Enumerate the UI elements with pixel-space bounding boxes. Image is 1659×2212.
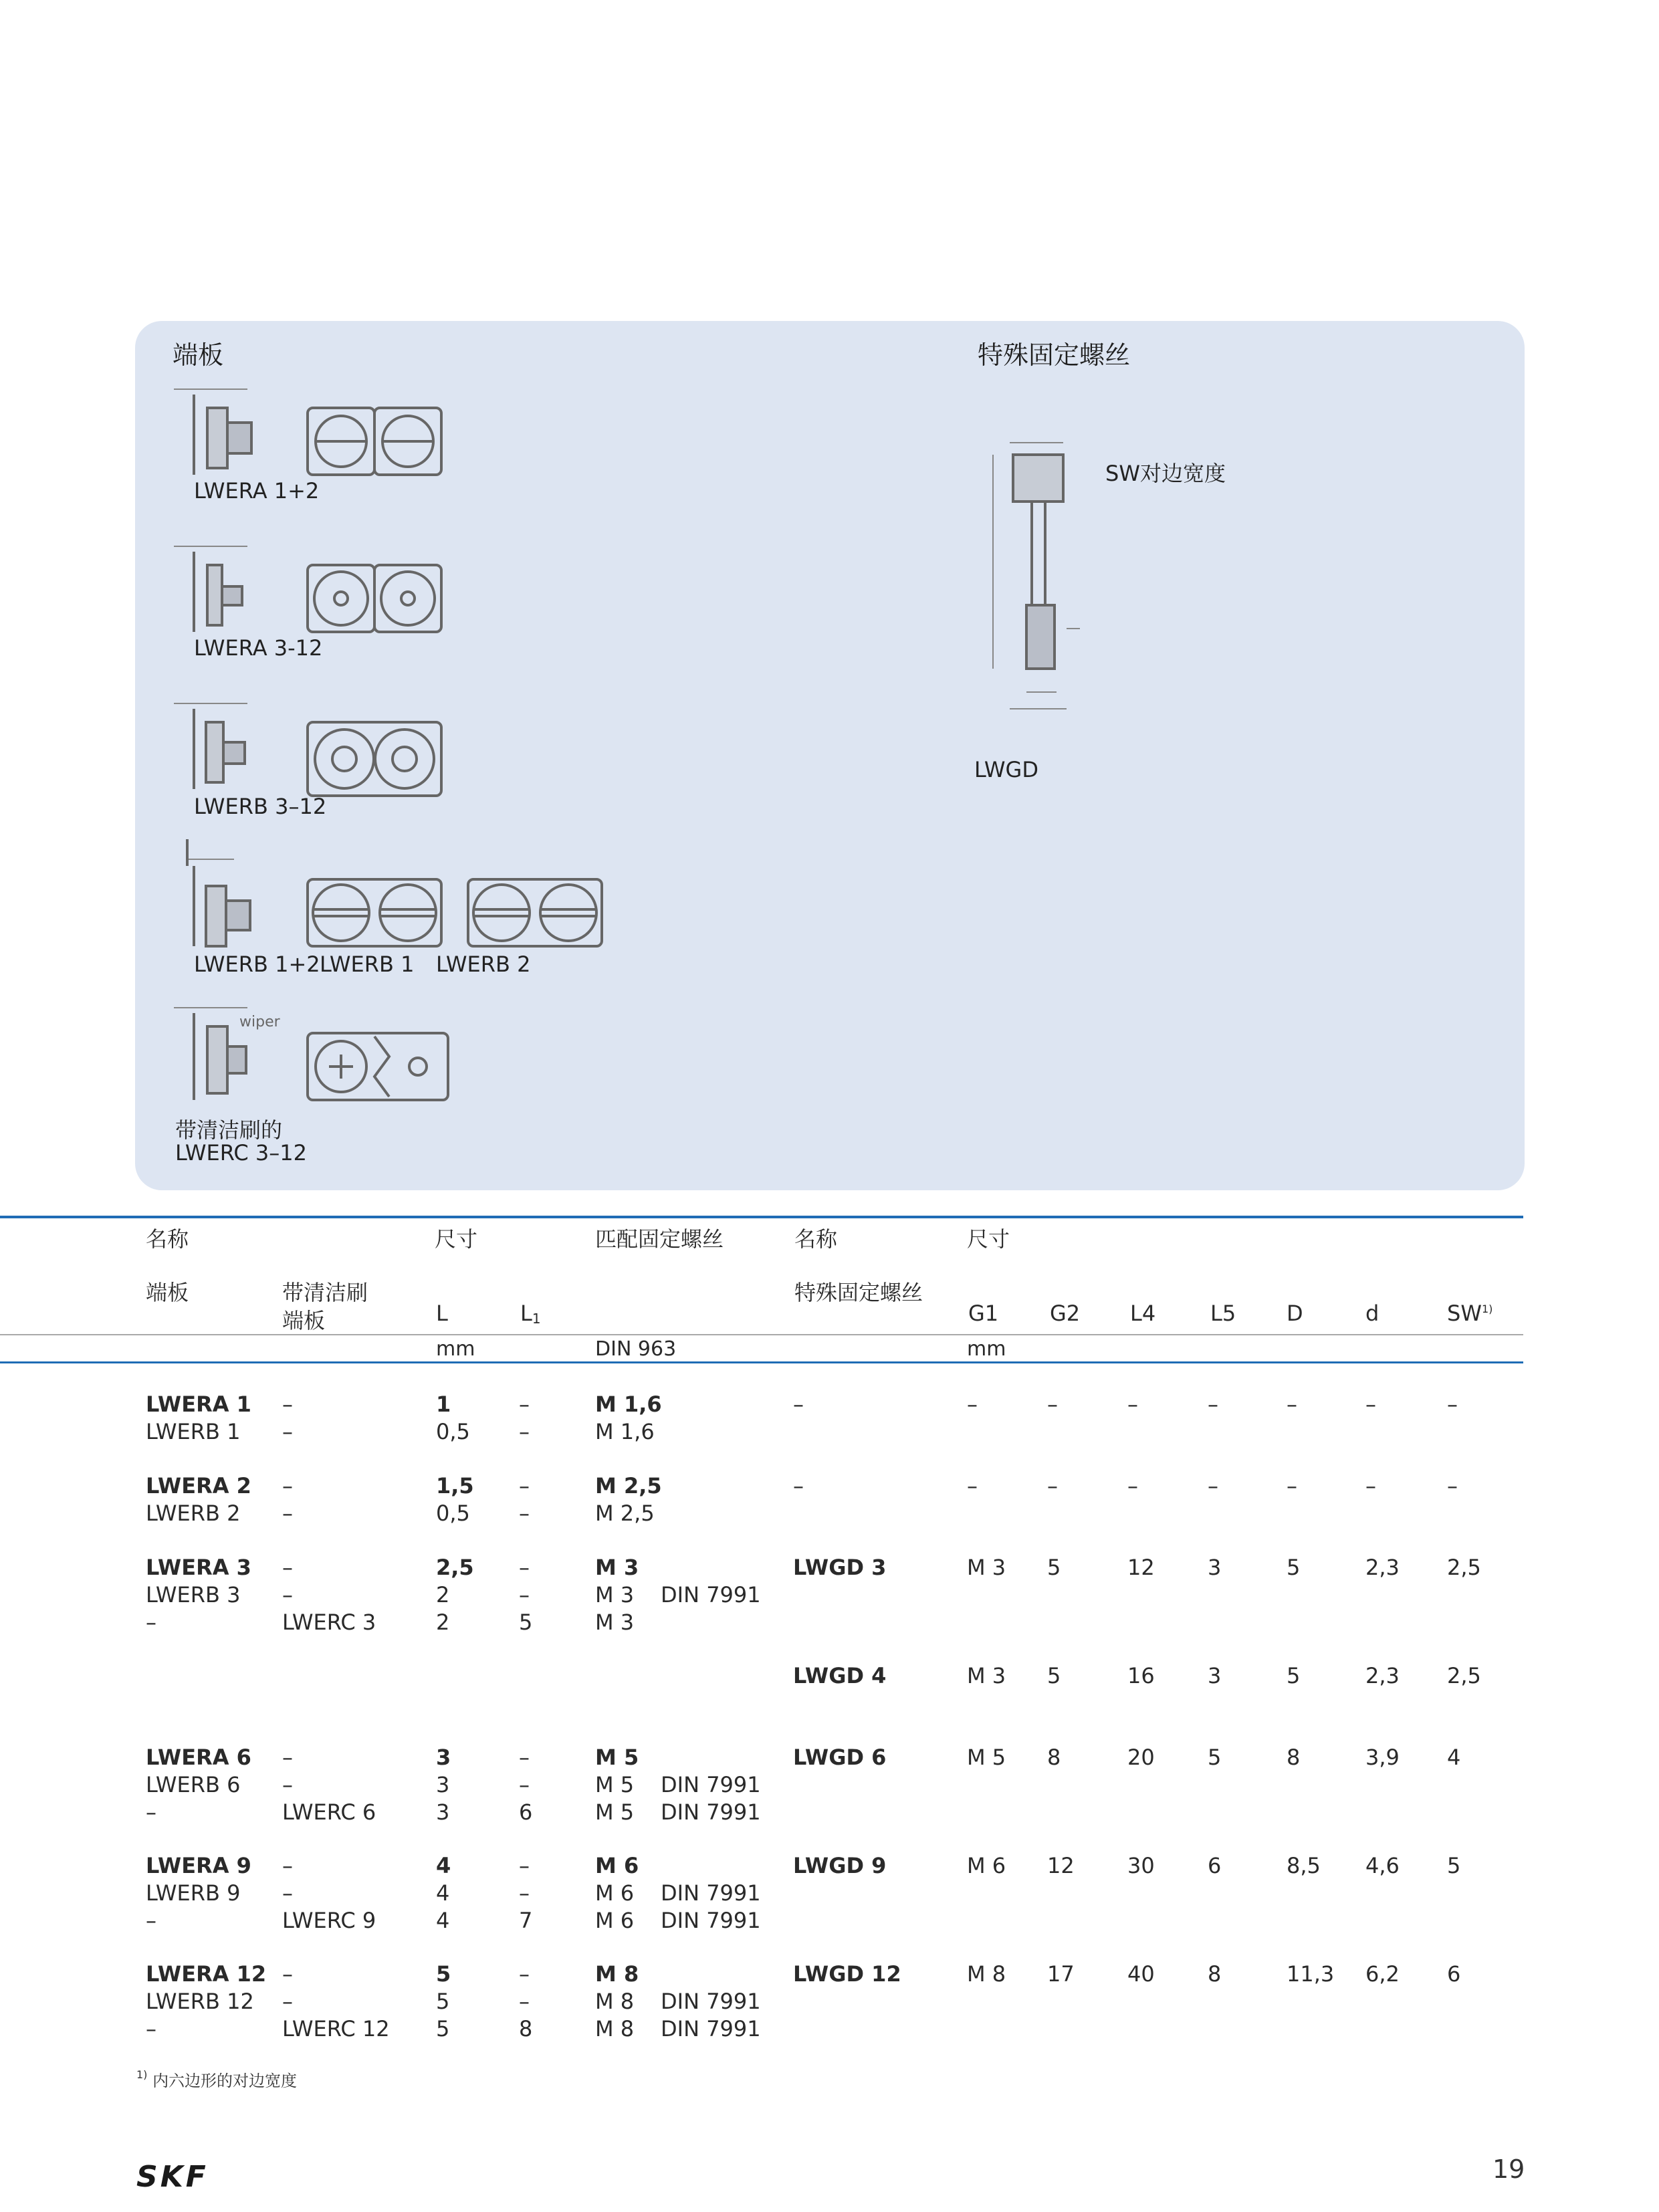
cell-endplate: LWERA 3	[146, 1555, 251, 1580]
cell-din: DIN 7991	[661, 1880, 761, 1906]
cell-endplate: LWERA 1	[146, 1392, 251, 1417]
cell-wiper-plate: LWERC 3	[282, 1610, 376, 1635]
cell-d: –	[1365, 1392, 1376, 1417]
cell-L4: –	[1127, 1473, 1138, 1499]
cell-L: 1,5	[436, 1473, 474, 1499]
cell-D: –	[1287, 1473, 1297, 1499]
page-number: 19	[1492, 2154, 1525, 2184]
cell-special-screw: –	[793, 1473, 804, 1499]
col-name2-header: 名称	[794, 1226, 838, 1252]
lwerc-name-label: LWERC 3–12	[175, 1140, 307, 1166]
cell-d: 2,3	[1365, 1663, 1400, 1688]
cell-L4: 16	[1127, 1663, 1155, 1688]
cell-L1: –	[519, 1419, 530, 1444]
cell-screw: M 8	[595, 1961, 639, 1987]
cell-SW: 5	[1447, 1853, 1461, 1878]
cell-L4: –	[1127, 1392, 1138, 1417]
cell-G2: 12	[1047, 1853, 1075, 1878]
cell-endplate: –	[146, 1908, 156, 1933]
endplate-section-title: 端板	[173, 340, 224, 370]
cell-L1: 6	[519, 1799, 533, 1825]
unit-mm: mm	[436, 1337, 475, 1361]
cell-endplate: –	[146, 1610, 156, 1635]
L-header: L	[436, 1301, 448, 1326]
cell-endplate: LWERB 2	[146, 1501, 241, 1526]
cell-endplate: LWERA 9	[146, 1853, 251, 1878]
cell-screw: M 3	[595, 1610, 635, 1635]
wiper-plate-header-2: 端板	[282, 1308, 326, 1333]
unit-mm2: mm	[967, 1337, 1006, 1361]
cell-wiper-plate: –	[282, 1745, 293, 1770]
D-header: D	[1287, 1301, 1303, 1326]
cell-G2: –	[1047, 1473, 1058, 1499]
cell-screw: M 3	[595, 1555, 639, 1580]
cell-L: 4	[436, 1880, 450, 1906]
cell-SW: 6	[1447, 1961, 1461, 1987]
cell-special-screw: LWGD 12	[793, 1961, 901, 1987]
cell-L1: –	[519, 1745, 530, 1770]
cell-L5: –	[1208, 1392, 1218, 1417]
cell-G1: M 6	[967, 1853, 1006, 1878]
lwerb-2-label: LWERB 2	[436, 952, 531, 977]
cell-L1: –	[519, 1961, 530, 1987]
cell-G1: M 3	[967, 1555, 1006, 1580]
cell-L: 4	[436, 1853, 451, 1878]
L5-header: L5	[1210, 1301, 1236, 1326]
cell-d: 6,2	[1365, 1961, 1400, 1987]
cell-wiper-plate: –	[282, 1555, 293, 1580]
cell-screw: M 2,5	[595, 1473, 662, 1499]
cell-wiper-plate: –	[282, 1853, 293, 1878]
cell-endplate: –	[146, 1799, 156, 1825]
lwera-312-label: LWERA 3-12	[194, 635, 323, 661]
cell-L1: –	[519, 1501, 530, 1526]
cell-wiper-plate: LWERC 9	[282, 1908, 376, 1933]
lwerb-312-label: LWERB 3–12	[194, 794, 327, 819]
cell-L: 5	[436, 1989, 450, 2014]
footnote: $^{1)}$ 内六边形的对边宽度	[136, 2068, 298, 2090]
cell-G2: 17	[1047, 1961, 1075, 1987]
cell-SW: –	[1447, 1392, 1458, 1417]
cell-L4: 40	[1127, 1961, 1155, 1987]
cell-G2: 5	[1047, 1663, 1061, 1688]
wiper-plate-header-1: 带清洁刷	[282, 1280, 368, 1305]
cell-endplate: LWERB 1	[146, 1419, 241, 1444]
cell-L: 4	[436, 1908, 450, 1933]
cell-SW: 2,5	[1447, 1555, 1481, 1580]
cell-endplate: LWERB 3	[146, 1582, 241, 1608]
cell-G2: 8	[1047, 1745, 1061, 1770]
col-screw-header: 匹配固定螺丝	[595, 1226, 724, 1252]
cell-L4: 12	[1127, 1555, 1155, 1580]
cell-L: 3	[436, 1745, 451, 1770]
cell-wiper-plate: –	[282, 1772, 293, 1797]
cell-L1: –	[519, 1989, 530, 2014]
cell-L1: –	[519, 1392, 530, 1417]
cell-L1: –	[519, 1772, 530, 1797]
cell-wiper-plate: –	[282, 1989, 293, 2014]
SW-header: SW$^{1)}$	[1447, 1301, 1493, 1326]
cell-wiper-plate: –	[282, 1880, 293, 1906]
cell-L5: 3	[1208, 1555, 1222, 1580]
cell-endplate: –	[146, 2016, 156, 2041]
cell-wiper-plate: –	[282, 1419, 293, 1444]
cell-D: 8,5	[1287, 1853, 1321, 1878]
G1-header: G1	[968, 1301, 999, 1326]
table-top-rule	[0, 1216, 1523, 1218]
cell-L1: 7	[519, 1908, 533, 1933]
L4-header: L4	[1130, 1301, 1156, 1326]
cell-screw: M 6	[595, 1880, 635, 1906]
cell-L: 2,5	[436, 1555, 474, 1580]
cell-wiper-plate: –	[282, 1501, 293, 1526]
cell-L: 3	[436, 1772, 450, 1797]
cell-endplate: LWERA 6	[146, 1745, 251, 1770]
cell-din: DIN 7991	[661, 1799, 761, 1825]
lwera-12-drawing	[174, 381, 455, 481]
cell-special-screw: LWGD 4	[793, 1663, 887, 1688]
cell-din: DIN 7991	[661, 1908, 761, 1933]
cell-D: 8	[1287, 1745, 1301, 1770]
cell-G1: –	[967, 1392, 978, 1417]
cell-endplate: LWERB 9	[146, 1880, 241, 1906]
cell-endplate: LWERB 6	[146, 1772, 241, 1797]
cell-G1: M 8	[967, 1961, 1006, 1987]
cell-screw: M 3	[595, 1582, 635, 1608]
cell-special-screw: –	[793, 1392, 804, 1417]
lwerb-12-label: LWERB 1+2	[194, 952, 320, 977]
cell-L: 0,5	[436, 1501, 470, 1526]
col-dims-header: 尺寸	[435, 1226, 478, 1252]
cell-L: 2	[436, 1582, 450, 1608]
cell-L1: –	[519, 1582, 530, 1608]
cell-wiper-plate: –	[282, 1473, 293, 1499]
d-header: d	[1365, 1301, 1379, 1326]
lwgd-label: LWGD	[974, 757, 1038, 782]
lwerb-1-label: LWERB 1	[320, 952, 415, 977]
cell-wiper-plate: –	[282, 1961, 293, 1987]
units-bottom-rule	[0, 1361, 1523, 1363]
cell-wiper-plate: –	[282, 1582, 293, 1608]
lwera-12-label: LWERA 1+2	[194, 478, 320, 504]
cell-d: 4,6	[1365, 1853, 1400, 1878]
cell-screw: M 5	[595, 1799, 635, 1825]
cell-L: 2	[436, 1610, 450, 1635]
lwerb-12-drawing	[174, 839, 615, 953]
cell-special-screw: LWGD 3	[793, 1555, 887, 1580]
G2-header: G2	[1050, 1301, 1081, 1326]
cell-wiper-plate: LWERC 6	[282, 1799, 376, 1825]
cell-screw: M 6	[595, 1908, 635, 1933]
cell-din: DIN 7991	[661, 1989, 761, 2014]
cell-din: DIN 7991	[661, 1772, 761, 1797]
cell-wiper-plate: –	[282, 1392, 293, 1417]
L1-header: $L_1$	[520, 1301, 541, 1327]
cell-L: 5	[436, 1961, 451, 1987]
cell-L1: 5	[519, 1610, 533, 1635]
cell-d: –	[1365, 1473, 1376, 1499]
cell-D: –	[1287, 1392, 1297, 1417]
cell-d: 2,3	[1365, 1555, 1400, 1580]
col-dims2-header: 尺寸	[967, 1226, 1010, 1252]
lwerc-drawing	[174, 1000, 455, 1113]
cell-endplate: LWERA 12	[146, 1961, 267, 1987]
cell-L: 0,5	[436, 1419, 470, 1444]
special-screw-section-title: 特殊固定螺丝	[978, 340, 1131, 370]
cell-L1: 8	[519, 2016, 533, 2041]
units-top-rule	[0, 1334, 1523, 1335]
cell-wiper-plate: LWERC 12	[282, 2016, 390, 2041]
endplate-header: 端板	[146, 1280, 189, 1305]
cell-endplate: LWERB 12	[146, 1989, 254, 2014]
cell-din: DIN 7991	[661, 2016, 761, 2041]
cell-L: 1	[436, 1392, 451, 1417]
wiper-label: wiper	[239, 1014, 280, 1030]
cell-L1: –	[519, 1473, 530, 1499]
cell-screw: M 2,5	[595, 1501, 655, 1526]
cell-D: 11,3	[1287, 1961, 1335, 1987]
cell-L5: 3	[1208, 1663, 1222, 1688]
cell-G2: 5	[1047, 1555, 1061, 1580]
col-name-header: 名称	[146, 1226, 189, 1252]
cell-L5: 5	[1208, 1745, 1222, 1770]
cell-G2: –	[1047, 1392, 1058, 1417]
cell-L5: –	[1208, 1473, 1218, 1499]
cell-L1: –	[519, 1880, 530, 1906]
cell-screw: M 8	[595, 1989, 635, 2014]
unit-din: DIN 963	[595, 1337, 677, 1361]
lwgd-screw-drawing	[973, 435, 1100, 742]
cell-d: 3,9	[1365, 1745, 1400, 1770]
cell-screw: M 1,6	[595, 1392, 662, 1417]
cell-din: DIN 7991	[661, 1582, 761, 1608]
skf-logo: SKF	[136, 2160, 209, 2194]
cell-L: 3	[436, 1799, 450, 1825]
lwera-312-drawing	[174, 538, 455, 639]
lwerb-312-drawing	[174, 695, 455, 796]
special-screw-header: 特殊固定螺丝	[794, 1280, 923, 1305]
cell-L: 5	[436, 2016, 450, 2041]
cell-G1: –	[967, 1473, 978, 1499]
cell-G1: M 3	[967, 1663, 1006, 1688]
cell-D: 5	[1287, 1663, 1301, 1688]
cell-L4: 20	[1127, 1745, 1155, 1770]
cell-screw: M 1,6	[595, 1419, 655, 1444]
cell-L1: –	[519, 1555, 530, 1580]
cell-L5: 6	[1208, 1853, 1222, 1878]
cell-L5: 8	[1208, 1961, 1222, 1987]
cell-SW: 2,5	[1447, 1663, 1481, 1688]
cell-endplate: LWERA 2	[146, 1473, 251, 1499]
cell-L1: –	[519, 1853, 530, 1878]
lwerc-title-label: 带清洁刷的	[175, 1117, 283, 1143]
cell-SW: –	[1447, 1473, 1458, 1499]
cell-SW: 4	[1447, 1745, 1461, 1770]
cell-screw: M 6	[595, 1853, 639, 1878]
cell-screw: M 5	[595, 1745, 639, 1770]
cell-screw: M 5	[595, 1772, 635, 1797]
cell-special-screw: LWGD 9	[793, 1853, 887, 1878]
cell-L4: 30	[1127, 1853, 1155, 1878]
cell-G1: M 5	[967, 1745, 1006, 1770]
cell-screw: M 8	[595, 2016, 635, 2041]
cell-special-screw: LWGD 6	[793, 1745, 887, 1770]
cell-D: 5	[1287, 1555, 1301, 1580]
sw-width-label: SW对边宽度	[1105, 461, 1226, 486]
